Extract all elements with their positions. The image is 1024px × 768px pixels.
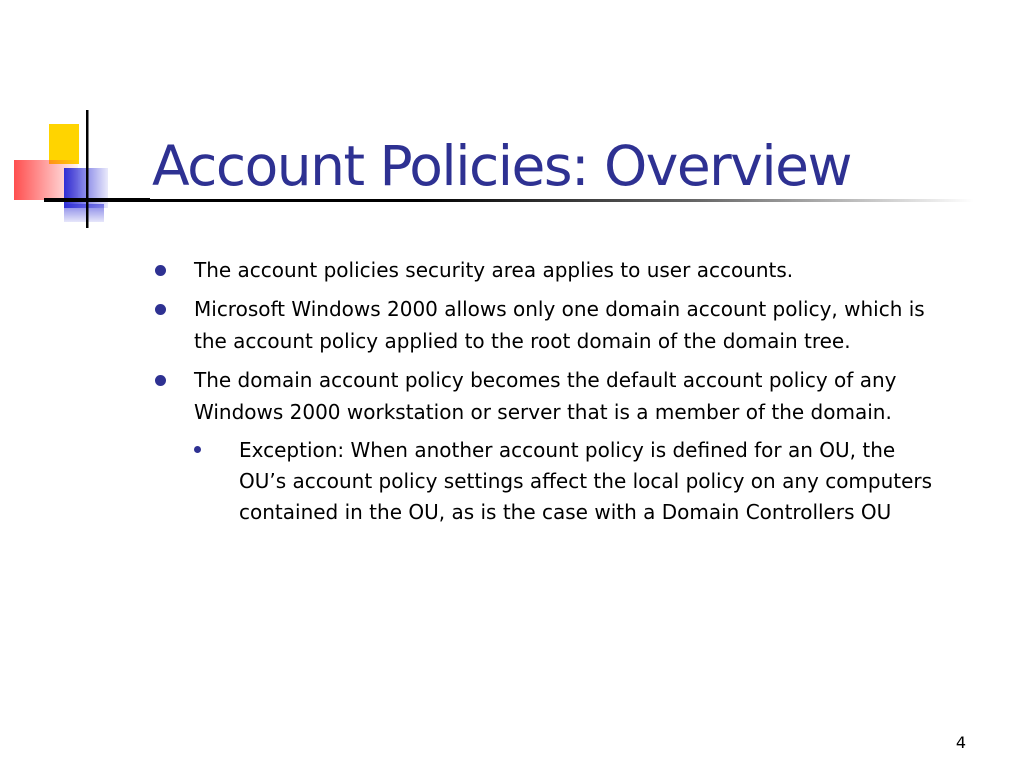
bullet-text: The domain account policy becomes the default account policy of any Windows 2000 workstation or server that is a member of the domain. [194,367,897,424]
logo-yellow-square [49,124,79,164]
bullet-item [155,364,945,528]
bullet-icon [155,375,166,386]
decorative-squares-logo-icon [0,100,150,240]
bullet-icon [155,265,166,276]
page-number: 4 [955,733,966,752]
bullet-icon [155,304,166,315]
sub-bullet-text: Exception: When another account policy is defined for an OU, the OU’s account policy settings affect the local policy on any computers contained in the OU, as is the case with a Domain Controllers OU [239,437,933,524]
bullet-list [155,254,945,534]
sub-bullet-icon [194,446,201,453]
bullet-item [155,254,945,287]
logo-blue-tail [64,204,104,222]
logo-vertical-line [86,110,89,228]
sub-bullet-list [194,435,945,528]
sub-bullet-item [194,435,945,528]
title-underline [44,199,974,202]
bullet-text: Microsoft Windows 2000 allows only one domain account policy, which is the account policy applied to the root domain of the domain tree. [194,296,925,353]
bullet-item [155,293,945,358]
slide-title: Account Policies: Overview [152,134,851,198]
bullet-text: The account policies security area applies to user accounts. [194,258,794,282]
